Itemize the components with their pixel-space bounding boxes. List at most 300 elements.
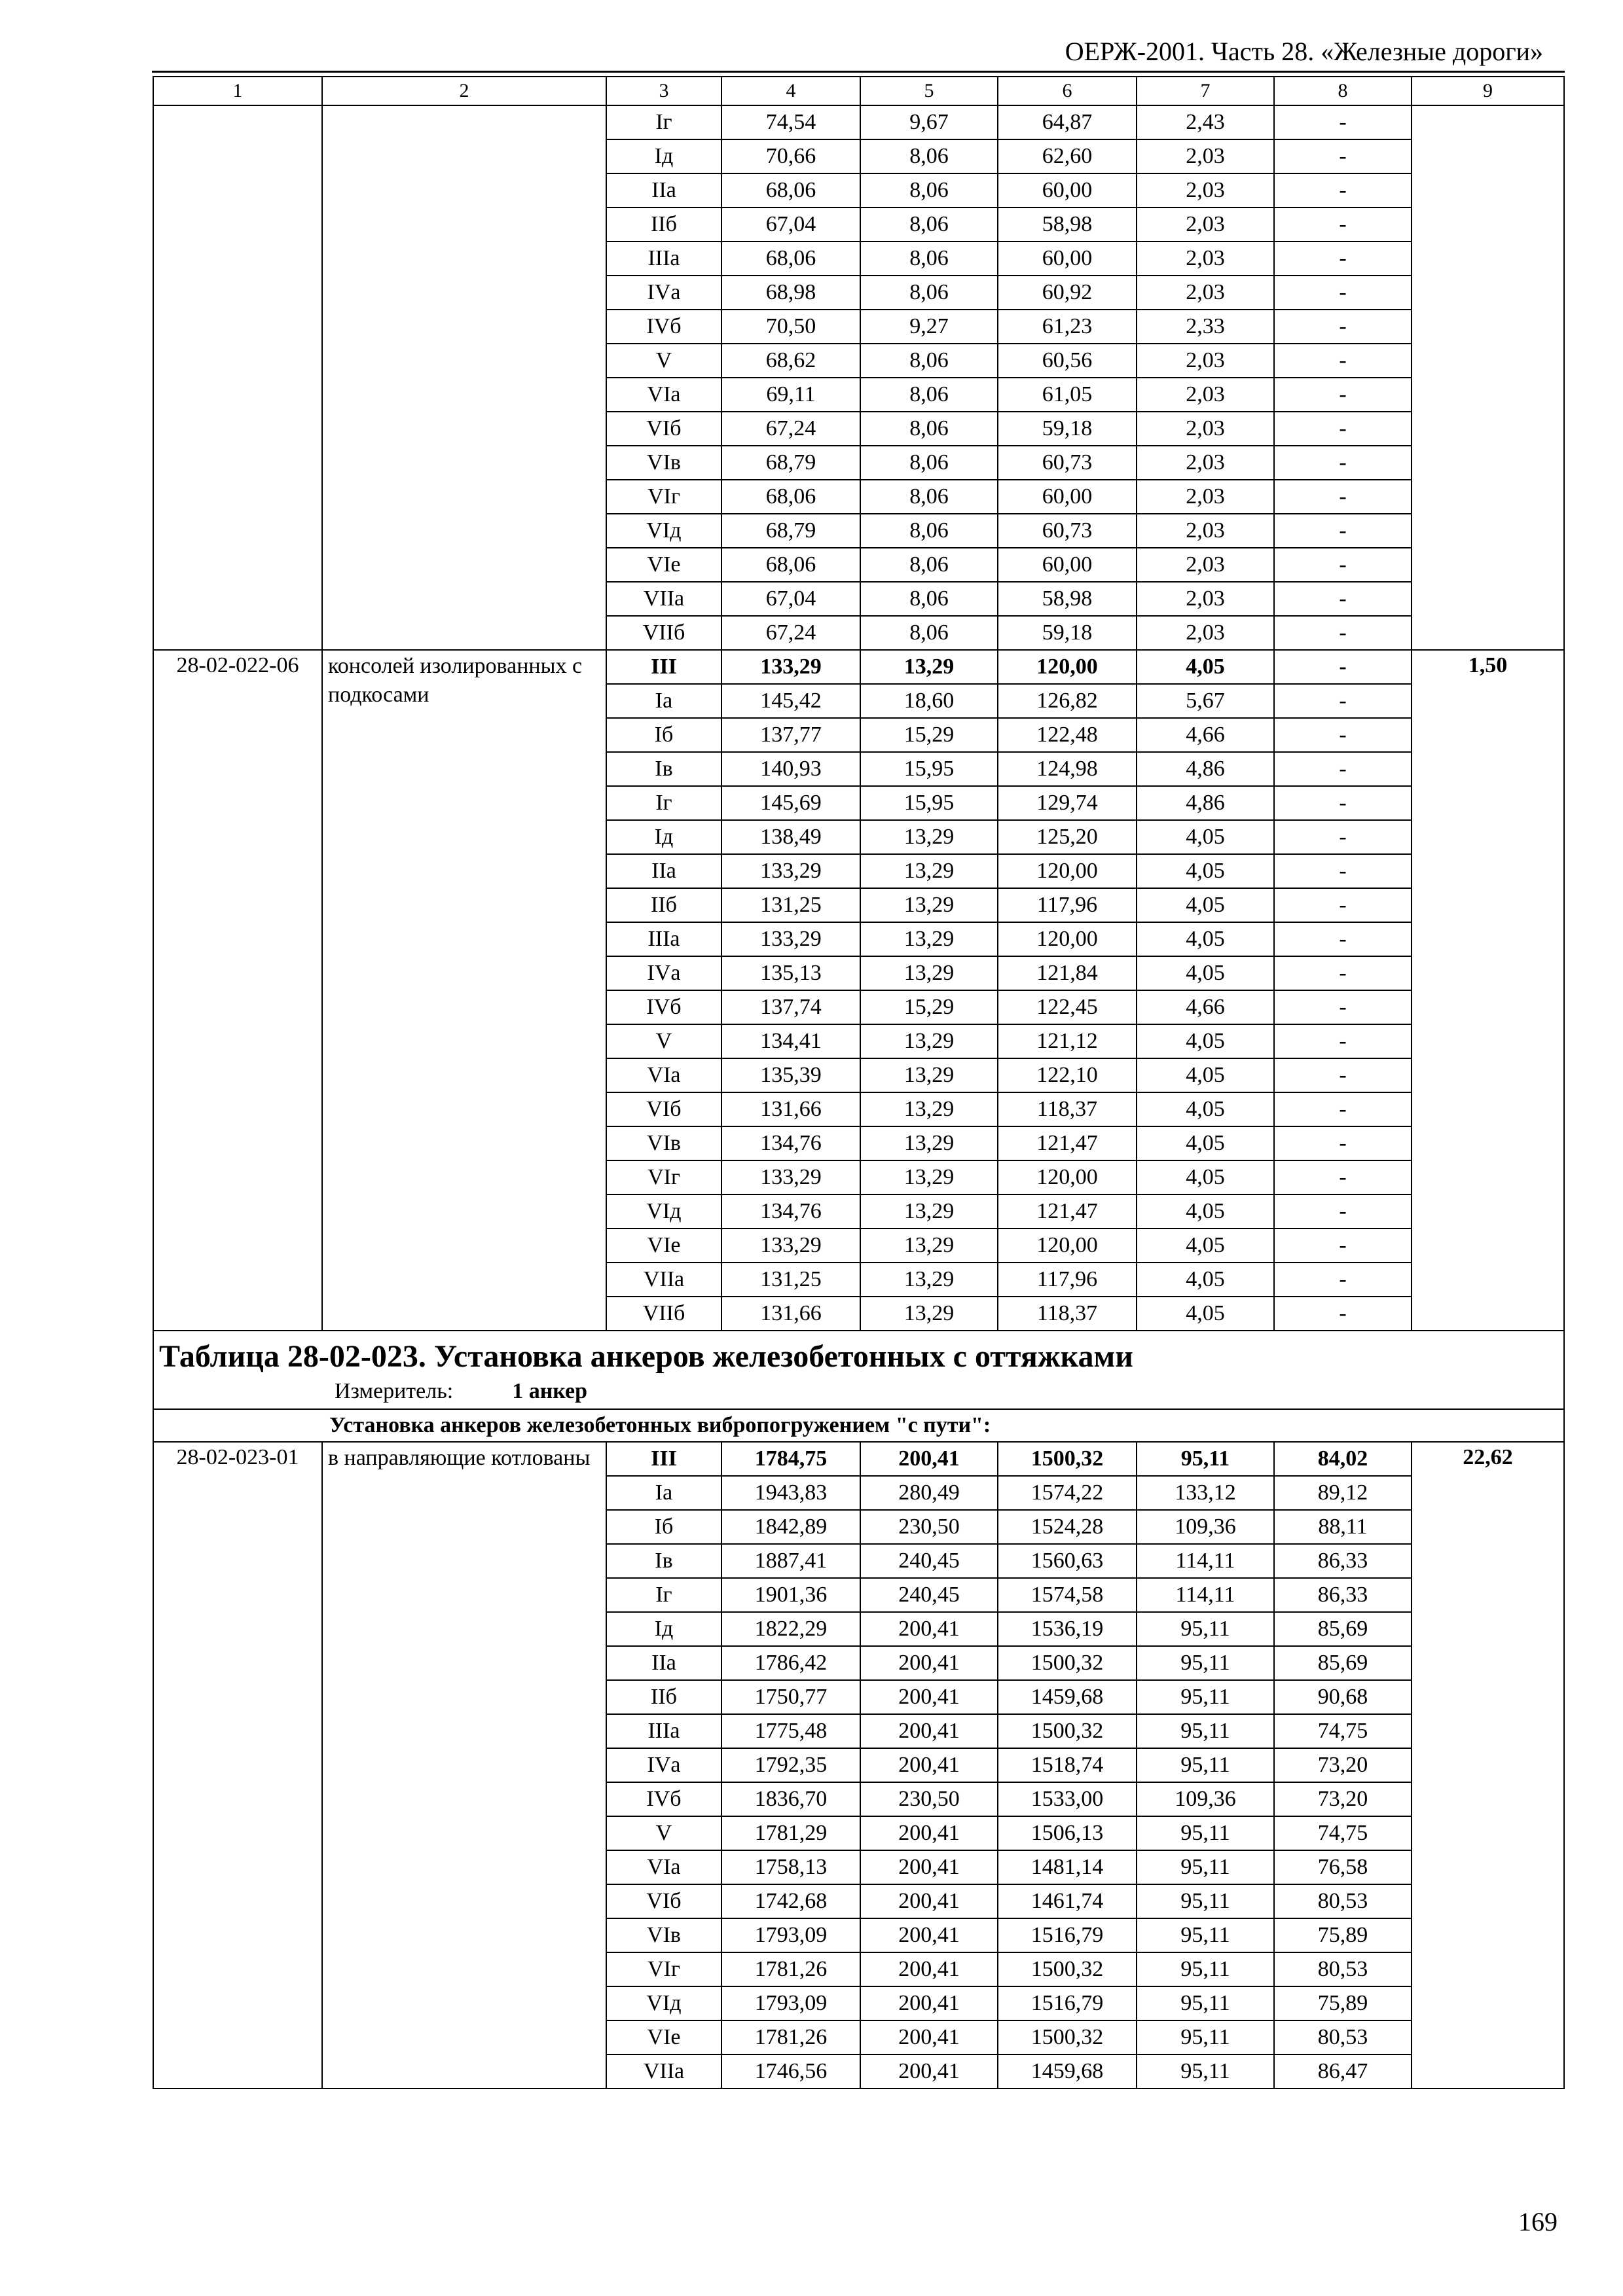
machine-cost: 121,47 [998,1194,1137,1229]
region-code: VIб [606,412,721,446]
operator-wage: 4,66 [1137,718,1274,752]
materials-cost: - [1274,582,1412,616]
region-code: VIа [606,1058,721,1092]
direct-cost: 1775,48 [721,1714,860,1748]
column-number: 7 [1137,77,1274,105]
measure-value: 1 анкер [512,1379,588,1403]
labor-hours [1412,105,1564,650]
machine-cost: 1500,32 [998,1952,1137,1986]
machine-cost: 1500,32 [998,1714,1137,1748]
labor-hours-value: 1,50 [1468,653,1508,677]
machine-cost: 1560,63 [998,1544,1137,1578]
labor-cost: 13,29 [860,1194,998,1229]
region-code: VIе [606,1229,721,1263]
materials-cost: - [1274,378,1412,412]
machine-cost: 117,96 [998,1263,1137,1297]
materials-cost: - [1274,480,1412,514]
machine-cost: 60,92 [998,276,1137,310]
materials-cost: - [1274,514,1412,548]
direct-cost: 68,62 [721,344,860,378]
materials-cost: - [1274,1058,1412,1092]
materials-cost: - [1274,276,1412,310]
materials-cost: 76,58 [1274,1850,1412,1884]
labor-cost: 8,06 [860,207,998,242]
direct-cost: 68,98 [721,276,860,310]
table-row [153,650,1564,684]
direct-cost: 133,29 [721,1160,860,1194]
materials-cost: - [1274,1160,1412,1194]
labor-cost: 240,45 [860,1544,998,1578]
labor-cost: 13,29 [860,854,998,888]
operator-wage: 95,11 [1137,1748,1274,1782]
operator-wage: 95,11 [1137,1816,1274,1850]
region-code: IIб [606,888,721,922]
materials-cost: - [1274,344,1412,378]
labor-cost: 8,06 [860,446,998,480]
labor-hours-value: 22,62 [1463,1445,1513,1469]
labor-cost: 13,29 [860,820,998,854]
rate-description: консолей изолированных с подкосами [322,650,606,1331]
region-code: Iа [606,684,721,718]
direct-cost: 134,76 [721,1126,860,1160]
machine-cost: 1516,79 [998,1986,1137,2020]
rate-description: в направляющие котлованы [322,1442,606,2089]
direct-cost: 138,49 [721,820,860,854]
labor-cost: 13,29 [860,1058,998,1092]
direct-cost: 1943,83 [721,1476,860,1510]
column-number: 2 [322,77,606,105]
table-row [153,1442,1564,1476]
operator-wage: 4,05 [1137,820,1274,854]
operator-wage: 2,03 [1137,344,1274,378]
machine-cost: 120,00 [998,650,1137,684]
machine-cost: 60,00 [998,242,1137,276]
region-code: III [606,1442,721,1476]
materials-cost: - [1274,650,1412,684]
labor-cost: 200,41 [860,1986,998,2020]
operator-wage: 2,43 [1137,105,1274,139]
rate-description [322,105,606,650]
direct-cost: 133,29 [721,922,860,956]
region-code: VIа [606,378,721,412]
operator-wage: 2,03 [1137,616,1274,650]
materials-cost: 80,53 [1274,1884,1412,1918]
direct-cost: 1793,09 [721,1918,860,1952]
materials-cost: - [1274,1126,1412,1160]
region-code: IVб [606,310,721,344]
direct-cost: 1901,36 [721,1578,860,1612]
region-code: IIа [606,1646,721,1680]
machine-cost: 1574,22 [998,1476,1137,1510]
region-code: Iб [606,718,721,752]
machine-cost: 1459,68 [998,1680,1137,1714]
machine-cost: 1506,13 [998,1816,1137,1850]
machine-cost: 58,98 [998,207,1137,242]
labor-cost: 8,06 [860,548,998,582]
operator-wage: 95,11 [1137,1646,1274,1680]
machine-cost: 120,00 [998,922,1137,956]
machine-cost: 1500,32 [998,1442,1137,1476]
direct-cost: 67,04 [721,582,860,616]
region-code: VIб [606,1884,721,1918]
column-number: 4 [721,77,860,105]
machine-cost: 1518,74 [998,1748,1137,1782]
labor-cost: 13,29 [860,1297,998,1331]
operator-wage: 4,05 [1137,922,1274,956]
operator-wage: 2,03 [1137,207,1274,242]
rates-table-container [153,76,1563,2089]
operator-wage: 5,67 [1137,684,1274,718]
operator-wage: 4,05 [1137,1229,1274,1263]
page-header-title: ОЕРЖ-2001. Часть 28. «Железные дороги» [1065,37,1543,66]
region-code: VIд [606,514,721,548]
machine-cost: 1481,14 [998,1850,1137,1884]
operator-wage: 4,05 [1137,888,1274,922]
direct-cost: 74,54 [721,105,860,139]
region-code: V [606,344,721,378]
materials-cost: - [1274,616,1412,650]
operator-wage: 4,05 [1137,1092,1274,1126]
labor-cost: 13,29 [860,1092,998,1126]
materials-cost: - [1274,990,1412,1024]
operator-wage: 4,05 [1137,1126,1274,1160]
machine-cost: 122,48 [998,718,1137,752]
materials-cost: - [1274,854,1412,888]
table-subheading: Установка анкеров железобетонных вибропогружением "с пути": [153,1409,1564,1442]
materials-cost: 80,53 [1274,2020,1412,2054]
machine-cost: 117,96 [998,888,1137,922]
region-code: Iб [606,1510,721,1544]
table-row [153,105,1564,139]
direct-cost: 1793,09 [721,1986,860,2020]
materials-cost: - [1274,718,1412,752]
column-number: 5 [860,77,998,105]
labor-cost: 200,41 [860,1442,998,1476]
column-number: 6 [998,77,1137,105]
operator-wage: 2,03 [1137,582,1274,616]
operator-wage: 95,11 [1137,1442,1274,1476]
region-code: IIIа [606,242,721,276]
operator-wage: 4,86 [1137,752,1274,786]
direct-cost: 1781,26 [721,2020,860,2054]
region-code: IVа [606,1748,721,1782]
machine-cost: 1516,79 [998,1918,1137,1952]
column-number: 9 [1412,77,1564,105]
materials-cost: 75,89 [1274,1986,1412,2020]
operator-wage: 4,05 [1137,1160,1274,1194]
labor-cost: 200,41 [860,1884,998,1918]
direct-cost: 70,66 [721,139,860,173]
direct-cost: 137,74 [721,990,860,1024]
labor-cost: 200,41 [860,1918,998,1952]
region-code: Iв [606,752,721,786]
page-number: 169 [1518,2207,1558,2236]
direct-cost: 1784,75 [721,1442,860,1476]
region-code: VIIа [606,1263,721,1297]
operator-wage: 95,11 [1137,1986,1274,2020]
labor-cost: 8,06 [860,344,998,378]
labor-cost: 8,06 [860,242,998,276]
materials-cost: - [1274,412,1412,446]
labor-cost: 13,29 [860,1126,998,1160]
operator-wage: 4,05 [1137,1058,1274,1092]
region-code: Iа [606,1476,721,1510]
region-code: Iг [606,1578,721,1612]
materials-cost: 85,69 [1274,1646,1412,1680]
labor-cost: 15,29 [860,718,998,752]
operator-wage: 95,11 [1137,1850,1274,1884]
direct-cost: 68,06 [721,480,860,514]
direct-cost: 1781,26 [721,1952,860,1986]
operator-wage: 4,86 [1137,786,1274,820]
header-rule [152,71,1565,73]
direct-cost: 68,06 [721,173,860,207]
region-code: III [606,650,721,684]
machine-cost: 122,45 [998,990,1137,1024]
machine-cost: 60,00 [998,548,1137,582]
machine-cost: 60,73 [998,514,1137,548]
machine-cost: 60,73 [998,446,1137,480]
direct-cost: 1836,70 [721,1782,860,1816]
labor-cost: 9,27 [860,310,998,344]
materials-cost: 85,69 [1274,1612,1412,1646]
labor-cost: 13,29 [860,1263,998,1297]
direct-cost: 1758,13 [721,1850,860,1884]
labor-cost: 200,41 [860,1612,998,1646]
materials-cost: - [1274,752,1412,786]
region-code: VIд [606,1986,721,2020]
operator-wage: 95,11 [1137,1884,1274,1918]
materials-cost: 73,20 [1274,1748,1412,1782]
machine-cost: 121,12 [998,1024,1137,1058]
region-code: Iг [606,105,721,139]
region-code: Iд [606,139,721,173]
region-code: IVб [606,1782,721,1816]
machine-cost: 120,00 [998,1229,1137,1263]
materials-cost: 74,75 [1274,1816,1412,1850]
operator-wage: 95,11 [1137,1952,1274,1986]
operator-wage: 95,11 [1137,1918,1274,1952]
machine-cost: 58,98 [998,582,1137,616]
column-number: 8 [1274,77,1412,105]
operator-wage: 4,05 [1137,854,1274,888]
machine-cost: 120,00 [998,1160,1137,1194]
measure-label: Измеритель: [335,1379,454,1403]
materials-cost: - [1274,1092,1412,1126]
operator-wage: 4,05 [1137,650,1274,684]
region-code: VIIб [606,616,721,650]
column-number: 3 [606,77,721,105]
region-code: IIIа [606,922,721,956]
labor-cost: 230,50 [860,1510,998,1544]
operator-wage: 95,11 [1137,1680,1274,1714]
labor-cost: 240,45 [860,1578,998,1612]
labor-cost: 13,29 [860,1024,998,1058]
machine-cost: 1500,32 [998,2020,1137,2054]
operator-wage: 95,11 [1137,1612,1274,1646]
direct-cost: 1887,41 [721,1544,860,1578]
labor-cost: 8,06 [860,480,998,514]
machine-cost: 124,98 [998,752,1137,786]
labor-cost: 8,06 [860,378,998,412]
region-code: Iг [606,786,721,820]
region-code: IIа [606,173,721,207]
machine-cost: 1524,28 [998,1510,1137,1544]
labor-cost: 9,67 [860,105,998,139]
labor-hours [1412,1442,1564,2089]
labor-cost: 280,49 [860,1476,998,1510]
direct-cost: 69,11 [721,378,860,412]
operator-wage: 2,03 [1137,480,1274,514]
labor-cost: 18,60 [860,684,998,718]
direct-cost: 135,39 [721,1058,860,1092]
direct-cost: 140,93 [721,752,860,786]
region-code: VIе [606,2020,721,2054]
direct-cost: 1842,89 [721,1510,860,1544]
operator-wage: 95,11 [1137,2054,1274,2089]
direct-cost: 1781,29 [721,1816,860,1850]
region-code: V [606,1816,721,1850]
materials-cost: 84,02 [1274,1442,1412,1476]
labor-cost: 8,06 [860,139,998,173]
labor-hours [1412,650,1564,1331]
table-title: Таблица 28-02-023. Установка анкеров железобетонных с оттяжками [159,1339,1133,1374]
labor-cost: 8,06 [860,582,998,616]
direct-cost: 68,06 [721,548,860,582]
labor-cost: 200,41 [860,1646,998,1680]
region-code: IVа [606,276,721,310]
region-code: IIб [606,1680,721,1714]
materials-cost: 89,12 [1274,1476,1412,1510]
direct-cost: 70,50 [721,310,860,344]
direct-cost: 133,29 [721,854,860,888]
rates-table-body [153,77,1564,2089]
operator-wage: 114,11 [1137,1578,1274,1612]
machine-cost: 121,84 [998,956,1137,990]
operator-wage: 2,03 [1137,446,1274,480]
region-code: VIIа [606,2054,721,2089]
materials-cost: - [1274,786,1412,820]
operator-wage: 2,03 [1137,276,1274,310]
direct-cost: 135,13 [721,956,860,990]
region-code: VIIа [606,582,721,616]
column-number-row [153,77,1564,105]
machine-cost: 59,18 [998,412,1137,446]
labor-cost: 200,41 [860,2054,998,2089]
materials-cost: - [1274,1297,1412,1331]
materials-cost: 90,68 [1274,1680,1412,1714]
materials-cost: - [1274,242,1412,276]
machine-cost: 64,87 [998,105,1137,139]
materials-cost: - [1274,1024,1412,1058]
region-code: IIб [606,207,721,242]
labor-cost: 200,41 [860,1850,998,1884]
labor-cost: 230,50 [860,1782,998,1816]
region-code: Iд [606,820,721,854]
materials-cost: - [1274,1194,1412,1229]
materials-cost: - [1274,922,1412,956]
direct-cost: 134,41 [721,1024,860,1058]
labor-cost: 15,29 [860,990,998,1024]
direct-cost: 1750,77 [721,1680,860,1714]
labor-cost: 8,06 [860,412,998,446]
labor-cost: 8,06 [860,616,998,650]
labor-cost: 13,29 [860,1229,998,1263]
operator-wage: 4,05 [1137,1024,1274,1058]
region-code: VIIб [606,1297,721,1331]
labor-cost: 13,29 [860,1160,998,1194]
rate-code: 28-02-023-01 [153,1442,322,2089]
direct-cost: 1822,29 [721,1612,860,1646]
materials-cost: - [1274,139,1412,173]
region-code: VIг [606,1160,721,1194]
materials-cost: 86,33 [1274,1544,1412,1578]
direct-cost: 131,25 [721,888,860,922]
rate-code: 28-02-022-06 [153,650,322,1331]
region-code: VIб [606,1092,721,1126]
direct-cost: 67,24 [721,616,860,650]
region-code: VIг [606,1952,721,1986]
labor-cost: 15,95 [860,752,998,786]
materials-cost: - [1274,446,1412,480]
operator-wage: 4,05 [1137,956,1274,990]
region-code: VIв [606,1126,721,1160]
region-code: VIг [606,480,721,514]
machine-cost: 126,82 [998,684,1137,718]
labor-cost: 15,95 [860,786,998,820]
direct-cost: 68,79 [721,514,860,548]
direct-cost: 131,25 [721,1263,860,1297]
direct-cost: 131,66 [721,1297,860,1331]
direct-cost: 134,76 [721,1194,860,1229]
measure-row [159,1377,1558,1406]
rates-table [153,76,1565,2089]
materials-cost: - [1274,310,1412,344]
materials-cost: 73,20 [1274,1782,1412,1816]
materials-cost: 74,75 [1274,1714,1412,1748]
direct-cost: 67,24 [721,412,860,446]
materials-cost: - [1274,956,1412,990]
machine-cost: 120,00 [998,854,1137,888]
operator-wage: 2,03 [1137,548,1274,582]
machine-cost: 60,00 [998,480,1137,514]
labor-cost: 200,41 [860,1816,998,1850]
operator-wage: 2,03 [1137,412,1274,446]
operator-wage: 2,03 [1137,514,1274,548]
direct-cost: 133,29 [721,650,860,684]
machine-cost: 1500,32 [998,1646,1137,1680]
region-code: Iд [606,1612,721,1646]
direct-cost: 68,06 [721,242,860,276]
labor-cost: 200,41 [860,1680,998,1714]
labor-cost: 200,41 [860,1748,998,1782]
materials-cost: - [1274,207,1412,242]
machine-cost: 122,10 [998,1058,1137,1092]
region-code: VIа [606,1850,721,1884]
region-code: VIд [606,1194,721,1229]
labor-cost: 8,06 [860,514,998,548]
direct-cost: 1746,56 [721,2054,860,2089]
machine-cost: 1459,68 [998,2054,1137,2089]
operator-wage: 95,11 [1137,2020,1274,2054]
region-code: VIе [606,548,721,582]
region-code: V [606,1024,721,1058]
region-code: VIв [606,1918,721,1952]
materials-cost: 88,11 [1274,1510,1412,1544]
materials-cost: - [1274,1263,1412,1297]
machine-cost: 118,37 [998,1297,1137,1331]
region-code: VIв [606,446,721,480]
